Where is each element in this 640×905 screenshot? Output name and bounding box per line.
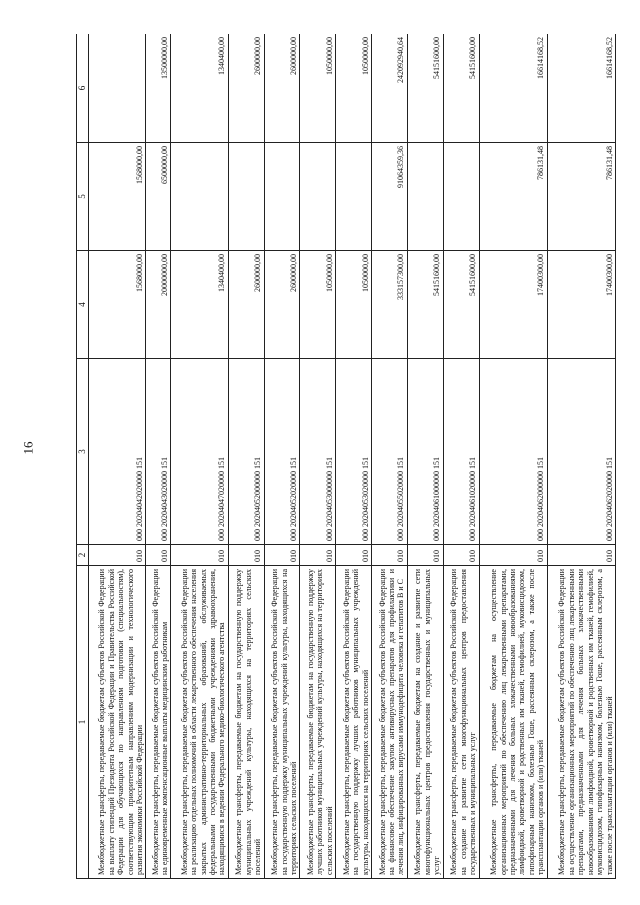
row-approved-amount: 54151600,00: [443, 251, 479, 359]
column-number-2: 2: [77, 545, 89, 566]
row-budget-classification-code: 000 20204052000000 151: [228, 359, 264, 545]
table-row: [171, 34, 228, 879]
table-row: [264, 34, 300, 879]
row-executed-amount: [336, 143, 372, 251]
row-budget-classification-code: 000 20204061020000 151: [443, 359, 479, 545]
row-unexecuted-amount: 1340400,00: [171, 34, 228, 143]
row-description: Межбюджетные трансферты, передаваемые бюджетам субъектов Российской Федерации на единовременные компенсационные выплаты медицинским работникам: [146, 566, 171, 879]
table-row: [372, 34, 408, 879]
row-unexecuted-amount: [89, 34, 146, 143]
row-budget-classification-code: 000 20204042020000 151: [89, 359, 146, 545]
row-approved-amount: 17400300,00: [547, 251, 615, 359]
row-executed-amount: [407, 143, 443, 251]
row-description: Межбюджетные трансферты, передаваемые бюджетам субъектов Российской Федерации на осуществление организационных мероприятий по обеспечению лиц лекарственными препаратами, предназначенными для лечения больных злокачественными новообразованиями лимфоидной, кроветворной и родственных им тканей, гемофилией, муковисцидозом, гипофизарным нанизмом, болезнью Гоше, рассеянным склерозом, а также после трансплантации органов и (или) тканей: [547, 566, 615, 879]
row-approved-amount: 2600000,00: [228, 251, 264, 359]
row-line-code: 010: [89, 545, 146, 566]
row-executed-amount: [171, 143, 228, 251]
table-frame: [76, 34, 616, 879]
row-description: Межбюджетные трансферты, передаваемые бюджетам на осуществление организационных мероприятий по обеспечению лиц лекарственными препаратами, предназначенными для лечения больных злокачественными новообразованиями лимфоидной, кроветворной и родственных им тканей, гемофилией, муковисцидозом, гипофизарным нанизмом, болезнью Гоше, рассеянным склерозом, а также после трансплантации органов и (или) тканей: [479, 566, 547, 879]
row-description: Межбюджетные трансферты, передаваемые бюджетам на государственную поддержку лучших работников муниципальных учреждений культуры, находящихся на территориях сельских поселений: [300, 566, 336, 879]
row-line-code: 010: [171, 545, 228, 566]
row-approved-amount: 2600000,00: [264, 251, 300, 359]
column-number-row: [77, 34, 89, 879]
row-budget-classification-code: 000 20204053020000 151: [336, 359, 372, 545]
row-description: Межбюджетные трансферты, передаваемые бюджетам субъектов Российской Федерации на выплату стипендий Президента Российской Федерации и Правительства Российской Федерации для обучающихся по направлениям подготовки (специальностям), соответствующим приоритетным направлениям модернизации и технологического развития экономики Российской Федерации: [89, 566, 146, 879]
column-number-5: 5: [77, 143, 89, 251]
page-number: 16: [20, 441, 36, 455]
row-unexecuted-amount: 1050000,00: [336, 34, 372, 143]
row-unexecuted-amount: 16614168,52: [479, 34, 547, 143]
row-description: Межбюджетные трансферты, передаваемые бюджетам субъектов Российской Федерации на реализацию отдельных полномочий в области лекарственного обеспечения населения закрытых административно-территориальных образований, обслуживаемых федеральными государственными бюджетными учреждениями здравоохранения, находящимися в ведении Федерального медико-биологического агентства: [171, 566, 228, 879]
table-row: [547, 34, 615, 879]
row-budget-classification-code: 000 20204043020000 151: [146, 359, 171, 545]
row-unexecuted-amount: 1050000,00: [300, 34, 336, 143]
row-line-code: 010: [443, 545, 479, 566]
row-budget-classification-code: 000 20204062020000 151: [547, 359, 615, 545]
table-row: [146, 34, 171, 879]
table-row: [443, 34, 479, 879]
row-line-code: 010: [146, 545, 171, 566]
table-row: [479, 34, 547, 879]
row-approved-amount: 1340400,00: [171, 251, 228, 359]
row-description: Межбюджетные трансферты, передаваемые бюджетам субъектов Российской Федерации на государственную поддержку муниципальных учреждений культуры, находящихся на территориях сельских поселений: [264, 566, 300, 879]
column-number-4: 4: [77, 251, 89, 359]
row-line-code: 010: [336, 545, 372, 566]
table-row: [300, 34, 336, 879]
column-number-3: 3: [77, 359, 89, 545]
row-executed-amount: 786131,48: [547, 143, 615, 251]
row-unexecuted-amount: 13500000,00: [146, 34, 171, 143]
row-line-code: 010: [407, 545, 443, 566]
row-unexecuted-amount: 16614168,52: [547, 34, 615, 143]
table-row: [89, 34, 146, 879]
row-line-code: 010: [264, 545, 300, 566]
row-approved-amount: 1050000,00: [336, 251, 372, 359]
row-unexecuted-amount: 54151600,00: [443, 34, 479, 143]
rotated-table-container: [76, 34, 616, 879]
row-approved-amount: 333157300,00: [372, 251, 408, 359]
row-approved-amount: 20000000,00: [146, 251, 171, 359]
row-executed-amount: [300, 143, 336, 251]
row-unexecuted-amount: 54151600,00: [407, 34, 443, 143]
row-description: Межбюджетные трансферты, передаваемые бюджетам на государственную поддержку муниципальных учреждений культуры, находящихся на территориях сельских поселений: [228, 566, 264, 879]
row-line-code: 010: [228, 545, 264, 566]
row-approved-amount: 54151600,00: [407, 251, 443, 359]
row-executed-amount: 6500000,00: [146, 143, 171, 251]
row-executed-amount: [228, 143, 264, 251]
row-executed-amount: 91064359,36: [372, 143, 408, 251]
row-executed-amount: 786131,48: [479, 143, 547, 251]
row-executed-amount: [443, 143, 479, 251]
table-row: [228, 34, 264, 879]
row-budget-classification-code: 000 20204053000000 151: [300, 359, 336, 545]
row-budget-classification-code: 000 20204062000000 151: [479, 359, 547, 545]
row-unexecuted-amount: 2600000,00: [264, 34, 300, 143]
table-row: [336, 34, 372, 879]
row-budget-classification-code: 000 20204055020000 151: [372, 359, 408, 545]
row-approved-amount: 17400300,00: [479, 251, 547, 359]
column-number-6: 6: [77, 34, 89, 143]
row-line-code: 010: [372, 545, 408, 566]
row-budget-classification-code: 000 20204047020000 151: [171, 359, 228, 545]
row-unexecuted-amount: 2600000,00: [228, 34, 264, 143]
row-budget-classification-code: 000 20204052020000 151: [264, 359, 300, 545]
row-line-code: 010: [479, 545, 547, 566]
row-approved-amount: 1050000,00: [300, 251, 336, 359]
row-description: Межбюджетные трансферты, передаваемые бюджетам субъектов Российской Федерации на государственную поддержку лучших работников муниципальных учреждений культуры, находящихся на территориях сельских поселений: [336, 566, 372, 879]
row-budget-classification-code: 000 20204061000000 151: [407, 359, 443, 545]
budget-table: [76, 34, 616, 879]
row-executed-amount: 1568000,00: [89, 143, 146, 251]
row-approved-amount: 1568000,00: [89, 251, 146, 359]
row-line-code: 010: [300, 545, 336, 566]
row-description: Межбюджетные трансферты, передаваемые бюджетам на создание и развитие сети многофункциональных центров предоставления государственных и муниципальных услуг: [407, 566, 443, 879]
row-unexecuted-amount: 242092940,64: [372, 34, 408, 143]
table-row: [407, 34, 443, 879]
row-description: Межбюджетные трансферты, передаваемые бюджетам субъектов Российской Федерации на финансовое обеспечение закупок антивирусных препаратов для профилактики и лечения лиц, инфицированных вирусами иммунодефицита человека и гепатитов B и C: [372, 566, 408, 879]
column-number-1: 1: [77, 566, 89, 879]
row-line-code: 010: [547, 545, 615, 566]
row-executed-amount: [264, 143, 300, 251]
row-description: Межбюджетные трансферты, передаваемые бюджетам субъектов Российской Федерации на создание и развитие сети многофункциональных центров предоставления государственных и муниципальных услуг: [443, 566, 479, 879]
